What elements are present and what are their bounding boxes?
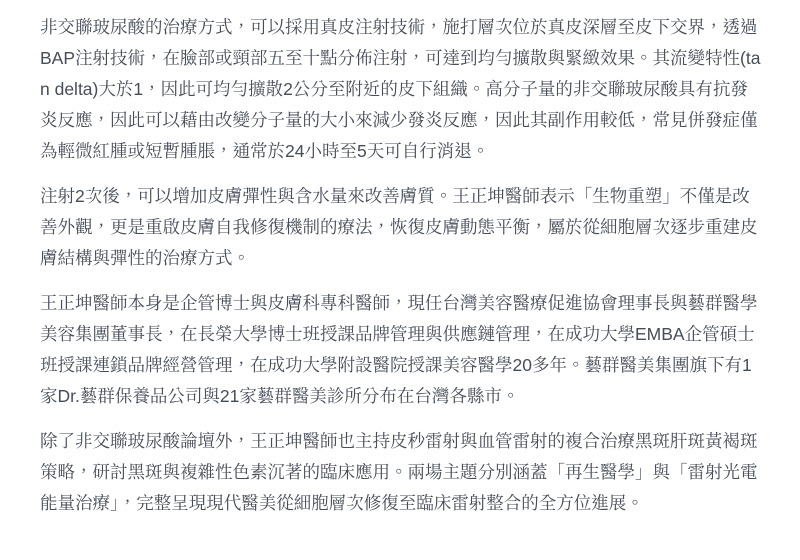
article-paragraph-forum-topics: 除了非交聯玻尿酸論壇外，王正坤醫師也主持皮秒雷射與血管雷射的複合治療黑斑肝斑黃褐斑策略，研討黑斑與複雜性色素沉著的臨床應用。兩場主題分別涵蓋「再生醫學」與「雷射光電能量治療」，完整呈現現代醫美從細胞層次修復至臨床雷射整合的全方位進展。 — [40, 431, 758, 513]
article-paragraph-injection-effect: 注射2次後，可以增加皮膚彈性與含水量來改善膚質。王正坤醫師表示「生物重塑」不僅是改善外觀，更是重啟皮膚自我修復機制的療法，恢復皮膚動態平衡，屬於從細胞層次逐步重建皮膚結構與彈性的治療方式。 — [40, 186, 758, 268]
article-paragraph-doctor-background: 王正坤醫師本身是企管博士與皮膚科專科醫師，現任台灣美容醫療促進協會理事長與藝群醫學美容集團董事長，在長榮大學博士班授課品牌管理與供應鏈管理，在成功大學EMBA企管碩士班授課連鎖品牌經營管理，在成功大學附設醫院授課美容醫學20多年。藝群醫美集團旗下有1家Dr.藝群保養品公司與21家藝群醫美診所分布在台灣各縣市。 — [40, 293, 758, 406]
article-paragraph-treatment-method: 非交聯玻尿酸的治療方式，可以採用真皮注射技術，施打層次位於真皮深層至皮下交界，透過BAP注射技術，在臉部或頸部五至十點分佈注射，可達到均勻擴散與緊緻效果。其流變特性(tan delta)大於1，因此可均勻擴散2公分至附近的皮下組織。高分子量的非交聯玻尿酸具有抗發炎反應，因此可以藉由改變分子量的大小來減少發炎反應，因此其副作用較低，常見併發症僅為輕微紅腫或短暫腫脹，通常於24小時至5天可自行消退。 — [40, 17, 761, 161]
